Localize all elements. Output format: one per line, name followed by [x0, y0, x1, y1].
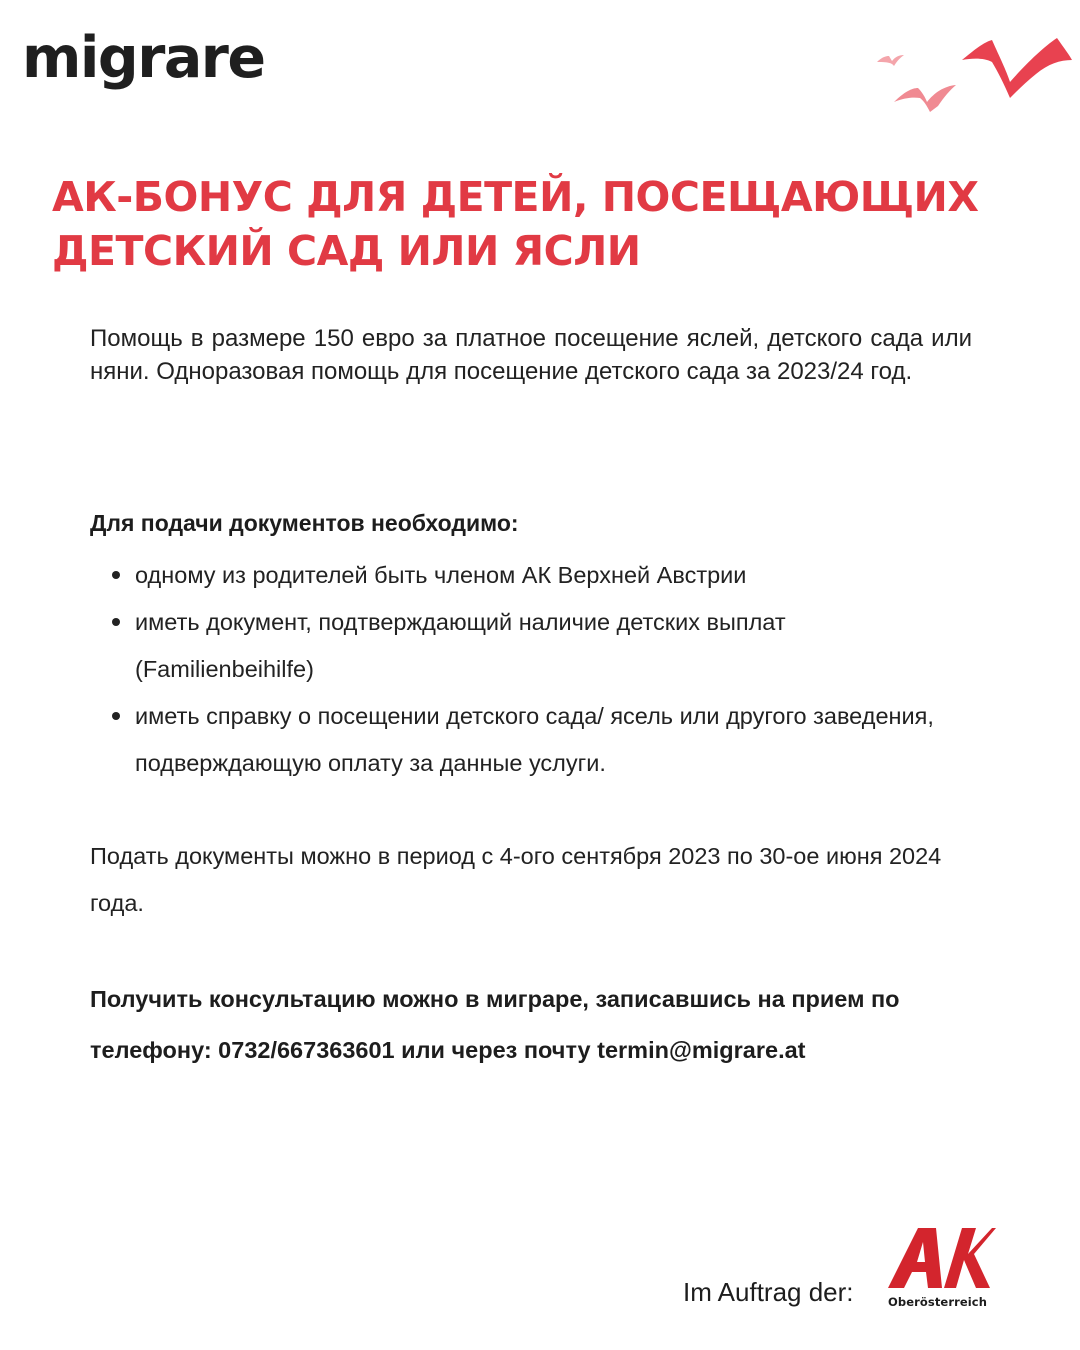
list-item-text: одному из родителей быть членом АК Верхней Австрии: [135, 562, 747, 588]
ak-logo-subtitle: Oberösterreich: [888, 1295, 988, 1309]
birds-icon: [872, 30, 1072, 116]
list-item-text: иметь справку о посещении детского сада/ ясель или другого заведения, подверждающую оплату за данные услуги.: [135, 703, 934, 776]
requirements-heading: Для подачи документов необходимо:: [90, 510, 519, 536]
bullet-icon: [112, 571, 120, 579]
bullet-icon: [112, 618, 120, 626]
contact-info: Получить консультацию можно в миграре, записавшись на прием по телефону: 0732/667363601 или через почту termin@migrare.at: [90, 986, 900, 1063]
list-item: [90, 693, 970, 787]
migrare-logo: migrare: [22, 25, 265, 91]
bullet-icon: [112, 712, 120, 720]
list-item-text: иметь документ, подтверждающий наличие детских выплат (Familienbeihilfe): [135, 609, 786, 682]
intro-paragraph: Помощь в размере 150 евро за платное посещение яслей, детского сада или няни. Одноразовая помощь для посещение детского сада за 2023/24 год.: [90, 325, 972, 385]
footer-label: Im Auftrag der:: [683, 1277, 854, 1307]
requirements-list: [90, 552, 970, 787]
page-title: АК-БОНУС ДЛЯ ДЕТЕЙ, ПОСЕЩАЮЩИХ ДЕТСКИЙ САД ИЛИ ЯСЛИ: [52, 173, 979, 275]
list-item: [90, 552, 970, 599]
submission-period: Подать документы можно в период с 4-ого сентября 2023 по 30-ое июня 2024 года.: [90, 843, 942, 916]
list-item: [90, 599, 970, 693]
